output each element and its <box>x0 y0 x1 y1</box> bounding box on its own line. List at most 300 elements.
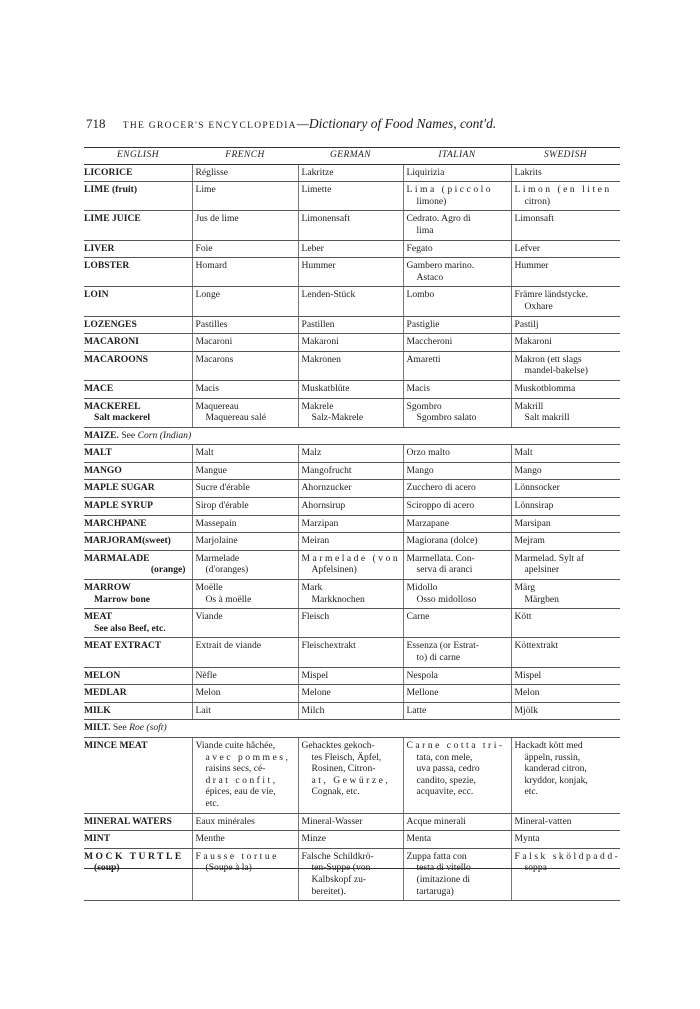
french-cell <box>192 609 298 638</box>
swedish-cell <box>511 240 620 258</box>
italian-cell <box>403 211 511 240</box>
cell-line: Limette <box>301 184 332 196</box>
cell-line: Mangofrucht <box>301 464 352 476</box>
table-row <box>84 211 620 240</box>
italian-cell <box>403 258 511 287</box>
cell-line: Fleisch <box>301 611 330 623</box>
swedish-cell <box>511 480 620 498</box>
french-cell <box>192 638 298 667</box>
swedish-cell <box>511 164 620 182</box>
cell-line: bereitet). <box>311 885 346 897</box>
german-cell <box>298 182 403 211</box>
cell-line: to) di carne <box>416 652 461 663</box>
french-cell <box>192 737 298 813</box>
table-row <box>84 848 620 900</box>
table-row <box>84 498 620 516</box>
see-label: See <box>121 429 136 441</box>
cell-line: tata, con mele, <box>416 751 473 763</box>
cell-line: Homard <box>195 260 227 272</box>
cell-line: (imitazione di <box>416 873 471 885</box>
swedish-cell <box>511 334 620 352</box>
italian-cell <box>403 550 511 579</box>
cell-line: Mynta <box>514 833 540 845</box>
german-cell <box>298 580 403 609</box>
cell-line: Maquereau <box>195 400 239 412</box>
cell-line: Marsipan <box>514 517 551 529</box>
cell-line: Acque minerali <box>406 815 466 827</box>
italian-cell <box>403 462 511 480</box>
column-header-german: GERMAN <box>298 148 403 165</box>
cell-line: MAPLE SUGAR <box>84 482 155 494</box>
cell-line: Marmelad. Sylt af <box>514 552 585 564</box>
cell-line: Köttextrakt <box>514 640 559 652</box>
swedish-cell <box>511 258 620 287</box>
cell-line: Jus de lime <box>195 213 239 225</box>
cell-line: Lait <box>195 704 211 716</box>
italian-cell <box>403 667 511 685</box>
cell-line: MINERAL WATERS <box>84 815 172 827</box>
cell-line: Malt <box>195 447 214 459</box>
cell-line: MINT <box>84 833 111 845</box>
cell-line: Massepain <box>195 517 237 529</box>
italian-cell <box>403 515 511 533</box>
cell-line: Lefver <box>514 242 541 254</box>
swedish-cell <box>511 737 620 813</box>
cell-line: Märg <box>514 582 536 594</box>
dictionary-table <box>84 147 620 901</box>
italian-cell <box>403 287 511 316</box>
table-row <box>84 287 620 316</box>
cell-line: Macarons <box>195 353 234 365</box>
cell-line: Leber <box>301 242 324 254</box>
cell-line: Marrow bone <box>94 593 151 605</box>
french-cell <box>192 533 298 551</box>
cell-line: Viande <box>195 611 223 623</box>
english-cell <box>84 533 192 551</box>
cell-line: Muskotblomma <box>514 382 576 394</box>
swedish-cell <box>511 398 620 427</box>
cell-line: Lima (piccolo <box>406 184 494 196</box>
french-cell <box>192 211 298 240</box>
cell-line: épices, eau de vie, <box>205 786 276 798</box>
cell-line: LICORICE <box>84 166 133 178</box>
cell-line: Pastillen <box>301 318 335 330</box>
cell-line: MAPLE SYRUP <box>84 500 154 512</box>
german-cell <box>298 398 403 427</box>
french-cell <box>192 182 298 211</box>
french-cell <box>192 380 298 398</box>
table-row <box>84 685 620 703</box>
german-cell <box>298 164 403 182</box>
english-cell <box>84 667 192 685</box>
french-cell <box>192 685 298 703</box>
german-cell <box>298 685 403 703</box>
cell-line: Makron (ett slags <box>514 353 582 365</box>
italian-cell <box>403 702 511 720</box>
english-cell <box>84 515 192 533</box>
cell-line: LIME JUICE <box>84 213 141 225</box>
cell-line: MARROW <box>84 582 131 594</box>
french-cell <box>192 580 298 609</box>
table-row <box>84 533 620 551</box>
see-qualifier: (soft) <box>146 722 167 734</box>
german-cell <box>298 462 403 480</box>
swedish-cell <box>511 445 620 463</box>
german-cell <box>298 334 403 352</box>
cell-line: Marmellata. Con- <box>406 552 475 564</box>
cell-line: See also Beef, etc. <box>94 622 166 634</box>
swedish-cell <box>511 287 620 316</box>
cell-line: Makrele <box>301 400 334 412</box>
cell-line: soppa <box>524 862 547 874</box>
table-row <box>84 580 620 609</box>
cross-reference-entry <box>84 720 620 738</box>
cell-line: Sgombro salato <box>416 412 477 424</box>
table-row <box>84 480 620 498</box>
french-cell <box>192 445 298 463</box>
table-row <box>84 258 620 287</box>
cell-line: kanderad citron, <box>524 763 587 775</box>
table-row <box>84 638 620 667</box>
cell-line: acquavite, ecc. <box>416 786 474 798</box>
cell-line: MELON <box>84 669 121 681</box>
swedish-cell <box>511 702 620 720</box>
cell-line: Muskatblüte <box>301 382 350 394</box>
table-row <box>84 427 620 445</box>
english-cell <box>84 609 192 638</box>
cell-line: Sciroppo di acero <box>406 500 475 512</box>
cell-line: Malt <box>514 447 533 459</box>
cell-line: tartaruga) <box>416 885 454 897</box>
cell-line: Magiorana (dolce) <box>406 535 478 547</box>
cell-line: MILK <box>84 704 111 716</box>
german-cell <box>298 737 403 813</box>
table-row <box>84 737 620 813</box>
cell-line: Extrait de viande <box>195 640 262 652</box>
cell-line: Marmelade (von <box>301 552 401 564</box>
french-cell <box>192 287 298 316</box>
cell-line: MACKEREL <box>84 400 141 412</box>
see-qualifier: (Indian) <box>159 429 192 441</box>
column-header-french: FRENCH <box>192 148 298 165</box>
german-cell <box>298 515 403 533</box>
french-cell <box>192 480 298 498</box>
cell-line: Makaroni <box>301 336 339 348</box>
cell-line: Mineral-Wasser <box>301 815 363 827</box>
german-cell <box>298 445 403 463</box>
cell-line: Lenden-Stück <box>301 289 356 301</box>
cell-line: Gambero marino. <box>406 260 475 272</box>
table-row <box>84 462 620 480</box>
cell-line: (orange) <box>150 564 186 576</box>
cell-line: Midollo <box>406 582 438 594</box>
french-cell <box>192 462 298 480</box>
cell-line: Zuppa fatta con <box>406 850 467 862</box>
cell-line: MINCE MEAT <box>84 739 148 751</box>
cell-line: avec pommes, <box>205 751 291 763</box>
cell-line: Märgben <box>524 593 559 605</box>
cell-line: Hummer <box>514 260 549 272</box>
cell-line: uva passa, cedro <box>416 763 480 775</box>
column-header-swedish: SWEDISH <box>511 148 620 165</box>
cell-line: Osso midolloso <box>416 593 477 605</box>
cell-line: MARCHPANE <box>84 517 147 529</box>
cell-line: Mjölk <box>514 704 538 716</box>
italian-cell <box>403 685 511 703</box>
cell-line: Os à moëlle <box>205 593 252 605</box>
cell-line: apelsiner <box>524 564 560 576</box>
cell-line: Cedrato. Agro di <box>406 213 471 225</box>
german-cell <box>298 240 403 258</box>
italian-cell <box>403 182 511 211</box>
swedish-cell <box>511 813 620 831</box>
german-cell <box>298 831 403 849</box>
swedish-cell <box>511 550 620 579</box>
cell-line: Apfelsinen) <box>311 564 357 576</box>
cell-line: Limonensaft <box>301 213 350 225</box>
cell-line: Amaretti <box>406 353 441 365</box>
cell-line: tes Fleisch, Äpfel, <box>311 751 382 763</box>
italian-cell <box>403 609 511 638</box>
cell-line: (soup) <box>94 862 120 874</box>
english-cell <box>84 550 192 579</box>
table-row <box>84 351 620 380</box>
italian-cell <box>403 813 511 831</box>
german-cell <box>298 316 403 334</box>
cell-line: Melone <box>301 687 331 699</box>
cell-line: LOBSTER <box>84 260 130 272</box>
swedish-cell <box>511 667 620 685</box>
bottom-rule <box>84 868 620 869</box>
cell-line: Oxhare <box>524 300 553 312</box>
italian-cell <box>403 498 511 516</box>
cell-line: Viande cuite hâchée, <box>195 739 276 751</box>
cell-line: limone) <box>416 195 447 207</box>
cell-line: Foie <box>195 242 213 254</box>
cell-line: Salz-Makrele <box>311 412 364 424</box>
table-row <box>84 240 620 258</box>
swedish-cell <box>511 498 620 516</box>
german-cell <box>298 258 403 287</box>
german-cell <box>298 702 403 720</box>
french-cell <box>192 831 298 849</box>
swedish-cell <box>511 515 620 533</box>
cell-line: Mark <box>301 582 323 594</box>
swedish-cell <box>511 580 620 609</box>
entry-term: MAIZE. <box>84 429 119 441</box>
cell-line: Marjolaine <box>195 535 238 547</box>
see-reference: Roe <box>129 722 144 734</box>
italian-cell <box>403 480 511 498</box>
cell-line: (Soupe à la) <box>205 862 252 874</box>
cell-line: testa di vitello <box>416 862 471 874</box>
english-cell <box>84 398 192 427</box>
german-cell <box>298 667 403 685</box>
section-title: —Dictionary of Food Names, cont'd. <box>296 116 497 131</box>
page-number: 718 <box>86 116 106 131</box>
cell-line: raisins secs, cé- <box>205 763 266 775</box>
english-cell <box>84 831 192 849</box>
cell-line: Ahornzucker <box>301 482 352 494</box>
cell-line: Mispel <box>514 669 542 681</box>
cell-line: LIVER <box>84 242 115 254</box>
english-cell <box>84 848 192 900</box>
italian-cell <box>403 848 511 900</box>
page-header <box>86 116 626 132</box>
cell-line: Sgombro <box>406 400 442 412</box>
cell-line: Réglisse <box>195 166 229 178</box>
table-row <box>84 702 620 720</box>
cell-line: Astaco <box>416 271 444 283</box>
table-row <box>84 316 620 334</box>
cell-line: Maquereau salé <box>205 412 266 424</box>
german-cell <box>298 498 403 516</box>
german-cell <box>298 287 403 316</box>
cell-line: Menta <box>406 833 432 845</box>
swedish-cell <box>511 848 620 900</box>
cell-line: at, Gewürze, <box>311 774 391 786</box>
english-cell <box>84 164 192 182</box>
french-cell <box>192 813 298 831</box>
german-cell <box>298 380 403 398</box>
table-row <box>84 667 620 685</box>
english-cell <box>84 737 192 813</box>
cell-line: Salt mackerel <box>94 412 151 424</box>
cell-line: Zucchero di acero <box>406 482 476 494</box>
cell-line: Makaroni <box>514 336 552 348</box>
english-cell <box>84 685 192 703</box>
cell-line: Markknochen <box>311 593 365 605</box>
cell-line: äppeln, russin, <box>524 751 581 763</box>
cell-line: MEDLAR <box>84 687 127 699</box>
cell-line: Malz <box>301 447 322 459</box>
french-cell <box>192 164 298 182</box>
german-cell <box>298 813 403 831</box>
english-cell <box>84 287 192 316</box>
cell-line: Lombo <box>406 289 435 301</box>
english-cell <box>84 480 192 498</box>
swedish-cell <box>511 685 620 703</box>
cell-line: Hackadt kött med <box>514 739 583 751</box>
french-cell <box>192 398 298 427</box>
italian-cell <box>403 334 511 352</box>
cross-reference-entry <box>84 427 620 445</box>
cell-line: Falsche Schildkrö- <box>301 850 374 862</box>
cell-line: Lime <box>195 184 216 196</box>
cell-line: Nèfle <box>195 669 217 681</box>
english-cell <box>84 462 192 480</box>
cell-line: Macis <box>195 382 219 394</box>
column-header-english: ENGLISH <box>84 148 192 165</box>
cell-line: Eaux minérales <box>195 815 255 827</box>
entry-term: MILT. <box>84 722 111 734</box>
english-cell <box>84 702 192 720</box>
cell-line: Mango <box>406 464 434 476</box>
swedish-cell <box>511 462 620 480</box>
cell-line: citron) <box>524 195 551 207</box>
swedish-cell <box>511 609 620 638</box>
cell-line: Meiran <box>301 535 330 547</box>
swedish-cell <box>511 182 620 211</box>
italian-cell <box>403 638 511 667</box>
italian-cell <box>403 398 511 427</box>
cell-line: Makronen <box>301 353 341 365</box>
cell-line: Pastilj <box>514 318 539 330</box>
french-cell <box>192 550 298 579</box>
french-cell <box>192 702 298 720</box>
cell-line: Moëlle <box>195 582 223 594</box>
cell-line: Macaroni <box>195 336 233 348</box>
cell-line: Carne cotta tri- <box>406 739 505 751</box>
swedish-cell <box>511 211 620 240</box>
cell-line: Essenza (or Estrat- <box>406 640 479 652</box>
cell-line: Lakrits <box>514 166 542 178</box>
cell-line: Marmelade <box>195 552 240 564</box>
table-row <box>84 398 620 427</box>
cell-line: Marzapane <box>406 517 450 529</box>
cell-line: Milch <box>301 704 325 716</box>
cell-line: Mejram <box>514 535 545 547</box>
cell-line: Hummer <box>301 260 336 272</box>
cell-line: Rosinen, Citron- <box>311 763 376 775</box>
cell-line: Främre ländstycke. <box>514 289 589 301</box>
cell-line: Liquirizia <box>406 166 445 178</box>
cell-line: MALT <box>84 447 112 459</box>
cell-line: LOIN <box>84 289 109 301</box>
french-cell <box>192 515 298 533</box>
cell-line: drat confit, <box>205 774 278 786</box>
table-row <box>84 609 620 638</box>
cell-line: Cognak, etc. <box>311 786 360 798</box>
english-cell <box>84 211 192 240</box>
cell-line: Macis <box>406 382 430 394</box>
german-cell <box>298 480 403 498</box>
english-cell <box>84 445 192 463</box>
cell-line: MARJORAM(sweet) <box>84 535 171 547</box>
cell-line: MACE <box>84 382 114 394</box>
cell-line: Limon (en liten <box>514 184 612 196</box>
cell-line: Fausse tortue <box>195 850 279 862</box>
german-cell <box>298 609 403 638</box>
cell-line: Melon <box>514 687 540 699</box>
german-cell <box>298 638 403 667</box>
french-cell <box>192 498 298 516</box>
english-cell <box>84 334 192 352</box>
german-cell <box>298 211 403 240</box>
french-cell <box>192 316 298 334</box>
table-row <box>84 831 620 849</box>
italian-cell <box>403 380 511 398</box>
italian-cell <box>403 164 511 182</box>
english-cell <box>84 498 192 516</box>
italian-cell <box>403 316 511 334</box>
cell-line: Melon <box>195 687 221 699</box>
cell-line: (d'oranges) <box>205 564 249 576</box>
swedish-cell <box>511 351 620 380</box>
french-cell <box>192 240 298 258</box>
cell-line: etc. <box>205 797 220 809</box>
cell-line: Limonsaft <box>514 213 554 225</box>
english-cell <box>84 182 192 211</box>
cell-line: MACAROONS <box>84 353 148 365</box>
cell-line: Marzipan <box>301 517 339 529</box>
italian-cell <box>403 737 511 813</box>
italian-cell <box>403 533 511 551</box>
english-cell <box>84 380 192 398</box>
german-cell <box>298 848 403 900</box>
italian-cell <box>403 351 511 380</box>
table-row <box>84 182 620 211</box>
